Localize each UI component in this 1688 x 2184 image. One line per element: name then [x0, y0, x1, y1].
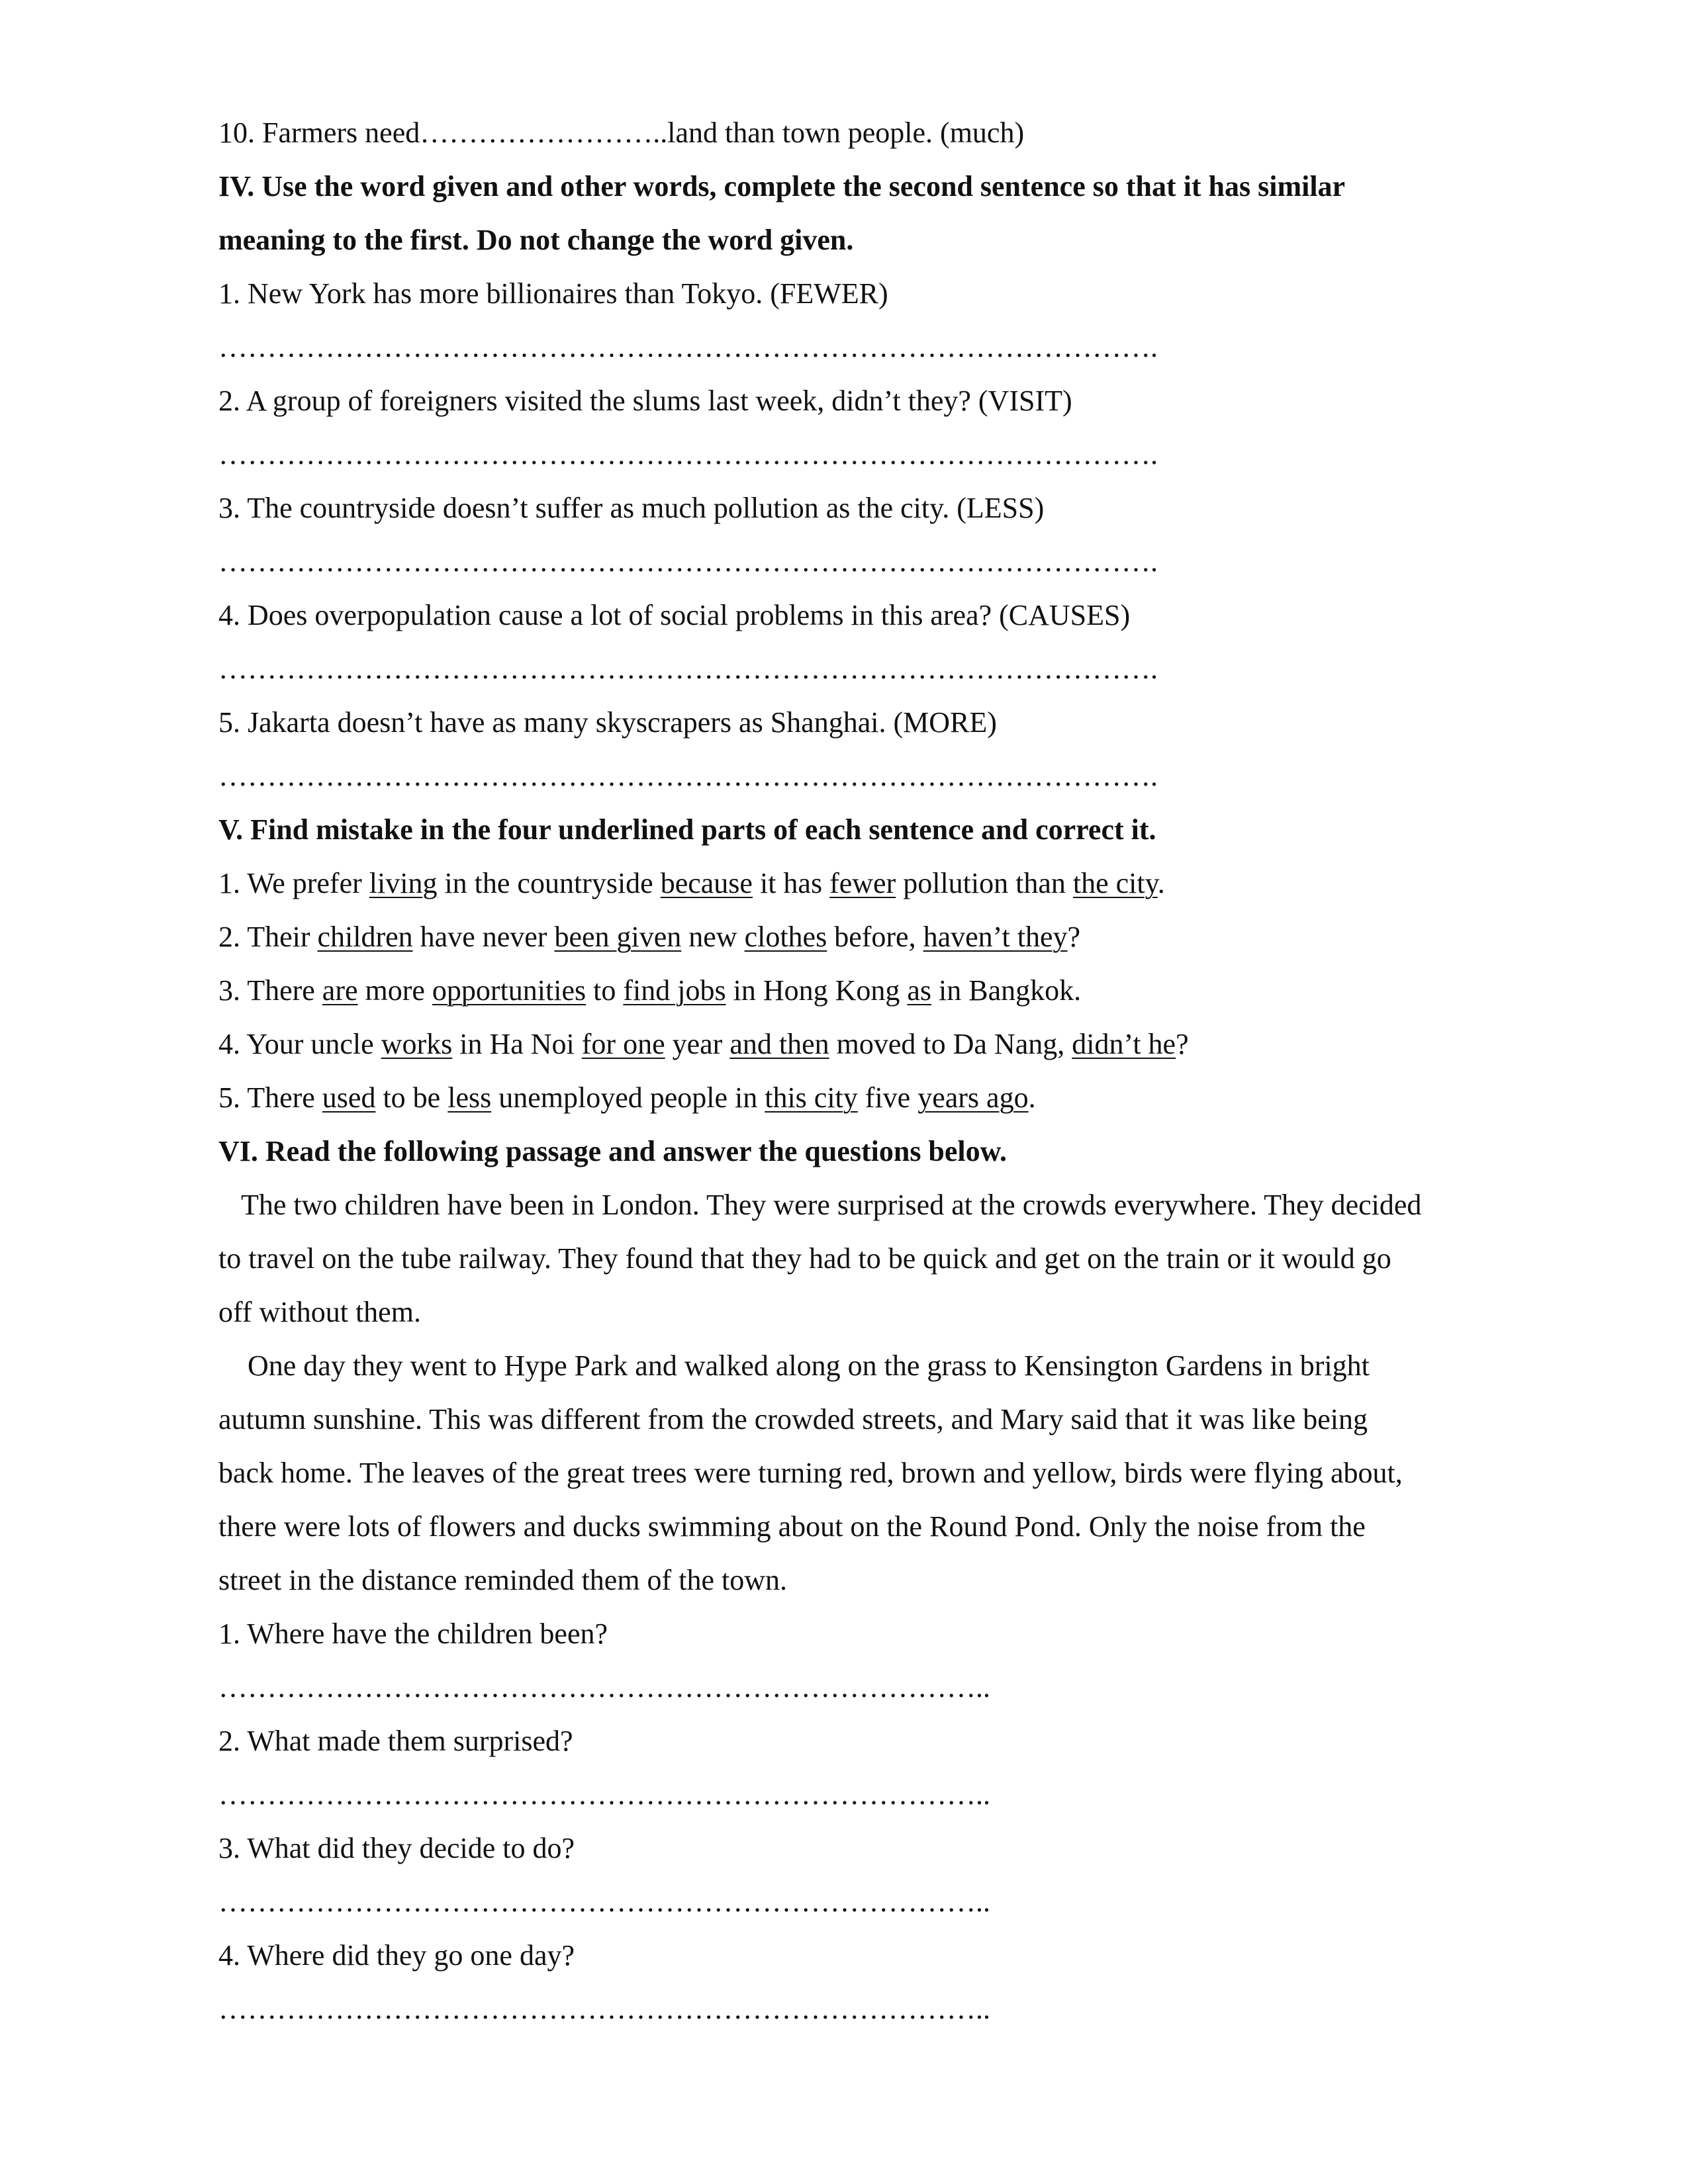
section-4-item-2: 2. A group of foreigners visited the slums last week, didn’t they? (VISIT) — [218, 385, 1072, 417]
section-5-sentence-5 — [218, 1071, 1509, 1124]
underlined-part: for one — [581, 1028, 665, 1060]
underlined-part: fewer — [829, 867, 896, 899]
answer-blank: …………………………………………………………………….. — [218, 1671, 990, 1704]
passage-paragraph-2-line-5: street in the distance reminded them of the town. — [218, 1564, 787, 1596]
text: to be — [375, 1081, 448, 1114]
section-5-sentence-4 — [218, 1017, 1509, 1071]
passage-paragraph-2-line-3: back home. The leaves of the great trees were turning red, brown and yellow, birds were flying about, — [218, 1457, 1403, 1489]
text: new — [681, 921, 745, 953]
question-2: 2. What made them surprised? — [218, 1725, 573, 1757]
text: . — [1157, 867, 1165, 899]
section-4-item-4: 4. Does overpopulation cause a lot of social problems in this area? (CAUSES) — [218, 599, 1131, 631]
passage-paragraph-2-line-2: autumn sunshine. This was different from the crowded streets, and Mary said that it was like being — [218, 1403, 1368, 1435]
item-10-number: 10. — [218, 116, 255, 149]
text: 3. There — [218, 974, 322, 1007]
worksheet-page — [218, 106, 1509, 2036]
underlined-part: find jobs — [623, 974, 726, 1007]
text: in the countryside — [437, 867, 661, 899]
section-4-item-3: 3. The countryside doesn’t suffer as much pollution as the city. (LESS) — [218, 492, 1045, 524]
section-4-item-5: 5. Jakarta doesn’t have as many skyscrapers as Shanghai. (MORE) — [218, 706, 997, 739]
text: ? — [1067, 921, 1081, 953]
section-6-heading: VI. Read the following passage and answer the questions below. — [218, 1135, 1008, 1167]
underlined-part: been given — [554, 921, 682, 953]
text: ? — [1176, 1028, 1189, 1060]
section-5-heading: V. Find mistake in the four underlined parts of each sentence and correct it. — [218, 813, 1156, 846]
item-10-blank: …………………….. — [420, 116, 668, 149]
question-1: 1. Where have the children been? — [218, 1617, 608, 1650]
question-3: 3. What did they decide to do? — [218, 1832, 575, 1864]
text: more — [357, 974, 432, 1007]
text: in Ha Noi — [452, 1028, 582, 1060]
question-4: 4. Where did they go one day? — [218, 1939, 575, 1972]
item-10-after: land than town people. (much) — [667, 116, 1025, 149]
passage-paragraph-1-line-1: The two children have been in London. They were surprised at the crowds everywhere. They decided — [241, 1189, 1422, 1221]
text: in Hong Kong — [726, 974, 908, 1007]
underlined-part: the city — [1072, 867, 1158, 899]
text: pollution than — [896, 867, 1073, 899]
passage-paragraph-1-line-2: to travel on the tube railway. They found that they had to be quick and get on the train or it would go — [218, 1242, 1391, 1275]
section-5-sentence-1 — [218, 856, 1509, 910]
passage-paragraph-1-line-3: off without them. — [218, 1296, 421, 1328]
text: 1. We prefer — [218, 867, 369, 899]
text: before, — [827, 921, 923, 953]
passage-paragraph-2-line-1: One day they went to Hype Park and walked along on the grass to Kensington Gardens in bright — [248, 1349, 1370, 1382]
text: 4. Your uncle — [218, 1028, 381, 1060]
item-10-before: Farmers need — [262, 116, 420, 149]
answer-blank: …………………………………………………………………….. — [218, 1993, 990, 2025]
underlined-part: and then — [729, 1028, 829, 1060]
answer-blank: ……………………………………………………………………………………. — [218, 545, 1158, 578]
underlined-part: used — [322, 1081, 376, 1114]
text: moved to Da Nang, — [829, 1028, 1072, 1060]
item-10 — [218, 106, 1509, 159]
text: it has — [752, 867, 830, 899]
text: five — [857, 1081, 918, 1114]
answer-blank: ……………………………………………………………………………………. — [218, 331, 1158, 363]
answer-blank: ……………………………………………………………………………………. — [218, 438, 1158, 471]
text: 5. There — [218, 1081, 322, 1114]
section-4-item-1: 1. New York has more billionaires than Tokyo. (FEWER) — [218, 277, 888, 310]
underlined-part: works — [381, 1028, 453, 1060]
answer-blank: ……………………………………………………………………………………. — [218, 760, 1158, 792]
text: unemployed people in — [491, 1081, 765, 1114]
passage-paragraph-2-line-4: there were lots of flowers and ducks swimming about on the Round Pond. Only the noise from the — [218, 1510, 1366, 1543]
underlined-part: haven’t they — [923, 921, 1068, 953]
section-5-sentence-2 — [218, 910, 1509, 964]
section-5-sentence-3 — [218, 964, 1509, 1017]
underlined-part: didn’t he — [1072, 1028, 1176, 1060]
text: year — [665, 1028, 730, 1060]
underlined-part: as — [907, 974, 932, 1007]
underlined-part: children — [317, 921, 413, 953]
text: in Bangkok. — [931, 974, 1082, 1007]
section-4-heading-line-2: meaning to the first. Do not change the word given. — [218, 224, 854, 256]
underlined-part: less — [447, 1081, 492, 1114]
section-4-heading-line-1: IV. Use the word given and other words, complete the second sentence so that it has similar — [218, 170, 1346, 203]
text: have never — [412, 921, 555, 953]
text: to — [586, 974, 624, 1007]
text: 2. Their — [218, 921, 318, 953]
underlined-part: years ago — [917, 1081, 1029, 1114]
answer-blank: ……………………………………………………………………………………. — [218, 653, 1158, 685]
underlined-part: opportunities — [432, 974, 586, 1007]
answer-blank: …………………………………………………………………….. — [218, 1886, 990, 1918]
underlined-part: because — [660, 867, 753, 899]
answer-blank: …………………………………………………………………….. — [218, 1778, 990, 1811]
text: . — [1028, 1081, 1036, 1114]
underlined-part: this city — [765, 1081, 858, 1114]
underlined-part: clothes — [744, 921, 827, 953]
underlined-part: are — [322, 974, 358, 1007]
underlined-part: living — [369, 867, 438, 899]
